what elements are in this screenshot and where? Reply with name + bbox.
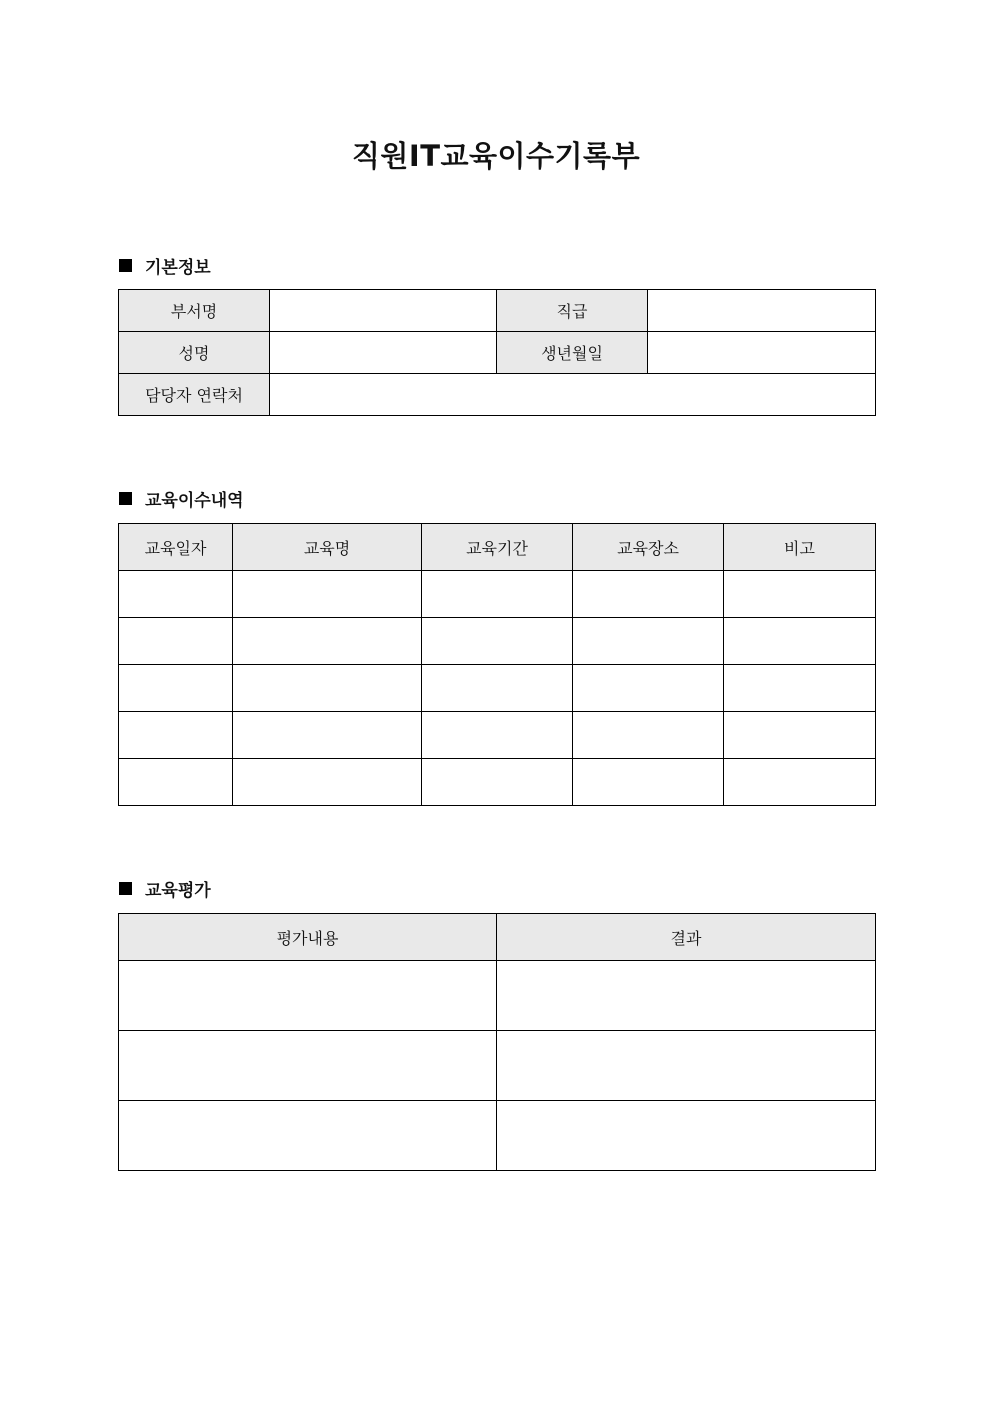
department-field[interactable] (270, 290, 497, 332)
table-cell[interactable] (119, 571, 233, 618)
basic-info-table (118, 289, 876, 416)
table-header-row (119, 524, 876, 571)
square-bullet-icon (119, 259, 132, 272)
table-cell[interactable] (724, 759, 876, 806)
table-cell[interactable] (119, 961, 497, 1031)
table-cell[interactable] (497, 1031, 876, 1101)
table-row (119, 665, 876, 712)
column-header-location: 교육장소 (573, 524, 724, 571)
section-title: 기본정보 (145, 258, 211, 278)
contact-label: 담당자 연락처 (119, 374, 270, 416)
training-history-table (118, 523, 876, 806)
table-cell[interactable] (422, 712, 573, 759)
position-field[interactable] (648, 290, 876, 332)
section-title: 교육평가 (145, 881, 211, 901)
column-header-date: 교육일자 (119, 524, 233, 571)
department-label: 부서명 (119, 290, 270, 332)
table-cell[interactable] (573, 712, 724, 759)
table-cell[interactable] (573, 571, 724, 618)
table-cell[interactable] (233, 618, 422, 665)
page-title: 직원IT교육이수기록부 (351, 139, 641, 173)
table-row (119, 961, 876, 1031)
section-heading-history (119, 486, 244, 511)
table-cell[interactable] (724, 712, 876, 759)
birthdate-label: 생년월일 (497, 332, 648, 374)
table-cell[interactable] (119, 1101, 497, 1171)
table-cell[interactable] (119, 1031, 497, 1101)
section-heading-basic (119, 253, 211, 278)
table-cell[interactable] (119, 712, 233, 759)
table-cell[interactable] (119, 618, 233, 665)
table-cell[interactable] (119, 759, 233, 806)
table-cell[interactable] (497, 1101, 876, 1171)
column-header-evaluation: 평가내용 (119, 914, 497, 961)
table-cell[interactable] (119, 665, 233, 712)
table-cell[interactable] (233, 571, 422, 618)
column-header-period: 교육기간 (422, 524, 573, 571)
position-label: 직급 (497, 290, 648, 332)
table-cell[interactable] (422, 618, 573, 665)
table-cell[interactable] (233, 759, 422, 806)
column-header-course: 교육명 (233, 524, 422, 571)
table-cell[interactable] (422, 665, 573, 712)
table-row (119, 712, 876, 759)
table-cell[interactable] (573, 665, 724, 712)
table-row (119, 290, 876, 332)
evaluation-table (118, 913, 876, 1171)
table-cell[interactable] (497, 961, 876, 1031)
table-row (119, 759, 876, 806)
table-cell[interactable] (233, 712, 422, 759)
table-header-row (119, 914, 876, 961)
square-bullet-icon (119, 492, 132, 505)
table-cell[interactable] (573, 759, 724, 806)
table-row (119, 571, 876, 618)
column-header-result: 결과 (497, 914, 876, 961)
birthdate-field[interactable] (648, 332, 876, 374)
square-bullet-icon (119, 882, 132, 895)
table-cell[interactable] (233, 665, 422, 712)
table-row (119, 618, 876, 665)
table-cell[interactable] (573, 618, 724, 665)
table-row (119, 374, 876, 416)
column-header-remarks: 비고 (724, 524, 876, 571)
table-row (119, 332, 876, 374)
table-cell[interactable] (724, 665, 876, 712)
table-cell[interactable] (724, 571, 876, 618)
table-row (119, 1031, 876, 1101)
table-cell[interactable] (422, 759, 573, 806)
section-title: 교육이수내역 (145, 491, 244, 511)
contact-field[interactable] (270, 374, 876, 416)
table-row (119, 1101, 876, 1171)
name-label: 성명 (119, 332, 270, 374)
name-field[interactable] (270, 332, 497, 374)
section-heading-evaluation (119, 876, 211, 901)
table-cell[interactable] (724, 618, 876, 665)
table-cell[interactable] (422, 571, 573, 618)
